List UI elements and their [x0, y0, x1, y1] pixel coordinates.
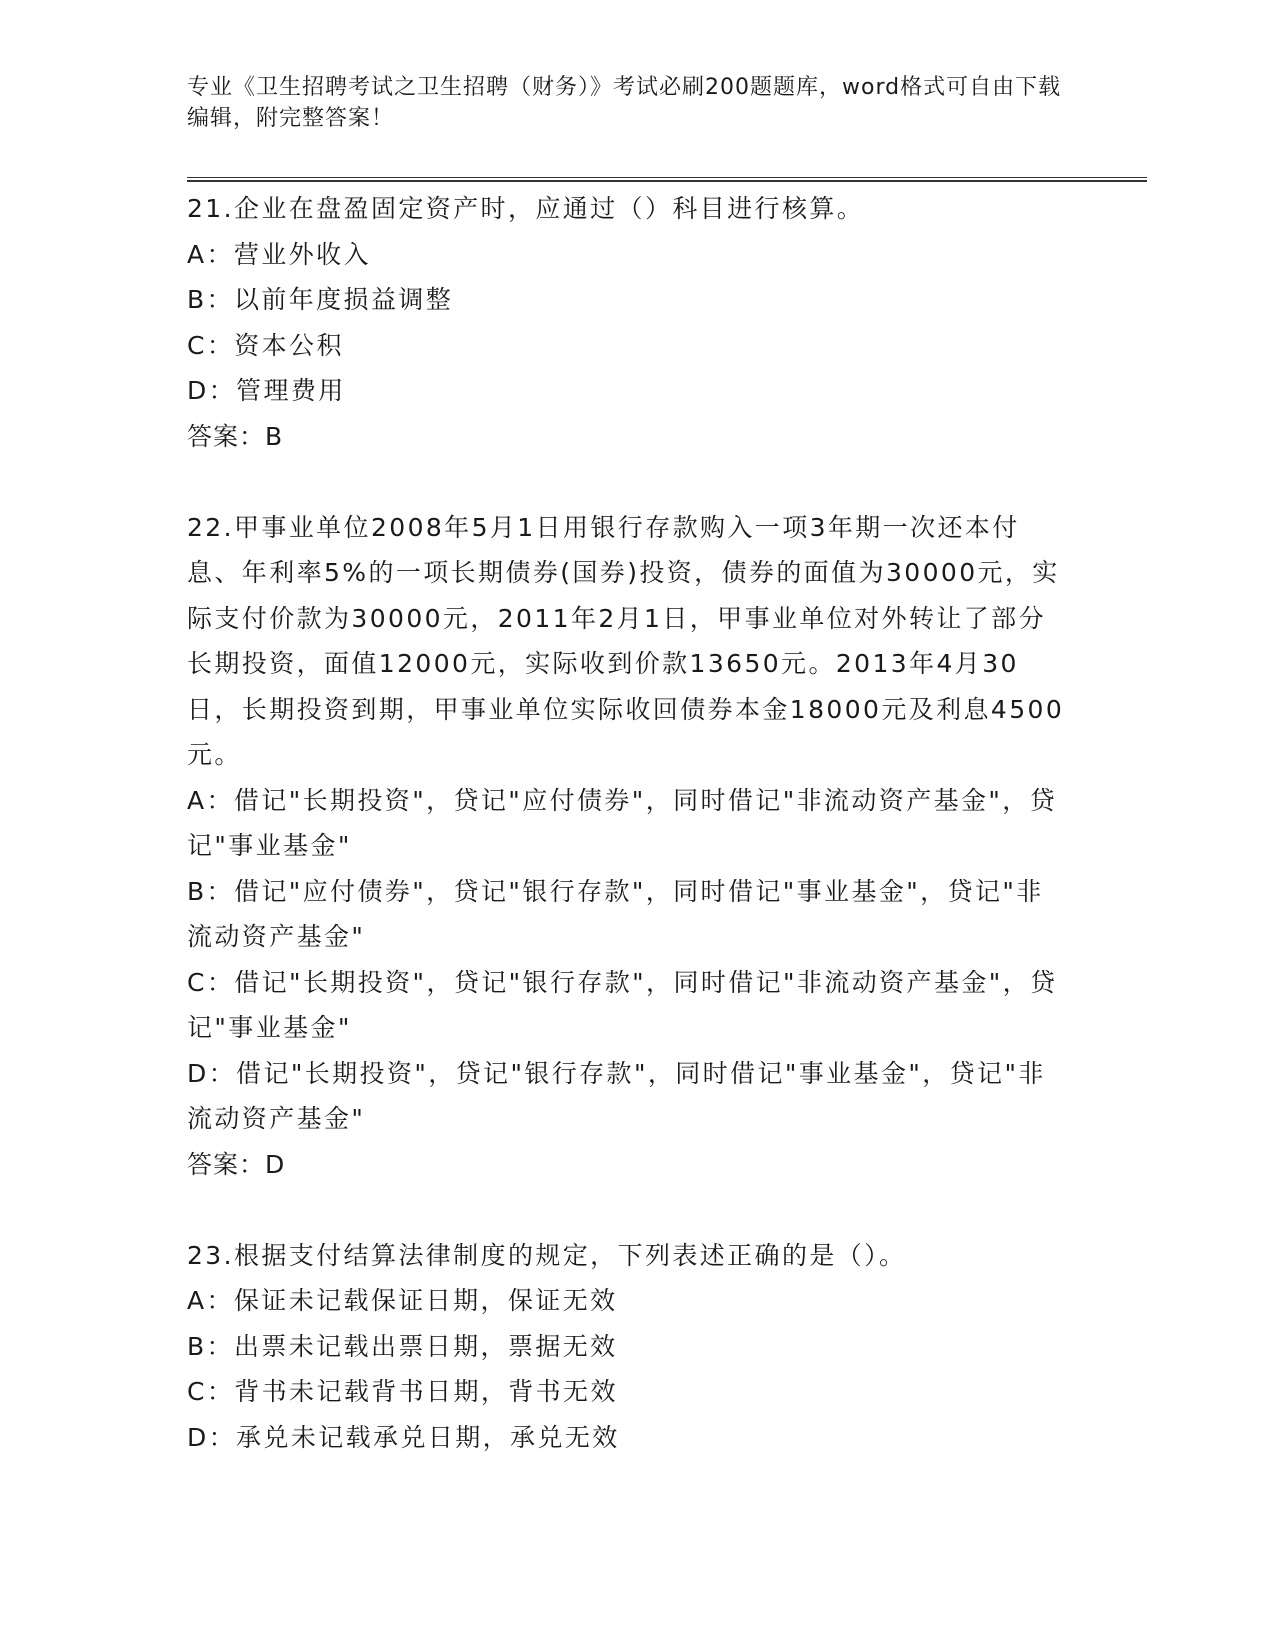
header-divider — [187, 177, 1147, 182]
option-d: D：借记"长期投资"，贷记"银行存款"，同时借记"事业基金"，贷记"非流动资产基金" — [187, 1058, 1046, 1133]
spacer — [187, 1187, 1067, 1233]
option-d: D：承兑未记载承兑日期，承兑无效 — [187, 1422, 620, 1452]
option-c: C：资本公积 — [187, 330, 344, 360]
question-stem: 22.甲事业单位2008年5月1日用银行存款购入一项3年期一次还本付息、年利率5%的一项长期债券(国券)投资，债券的面值为30000元，实际支付价款为30000元，2011年2月1日，甲事业单位对外转让了部分长期投资，面值12000元，实际收到价款13650元。2013年4月30日，长期投资到期，甲事业单位实际收回债券本金18000元及利息4500元。 — [187, 512, 1065, 769]
option-c: C：背书未记载背书日期，背书无效 — [187, 1377, 618, 1406]
option-a: A：保证未记载保证日期，保证无效 — [187, 1286, 618, 1315]
option-b: B：借记"应付债券"，贷记"银行存款"，同时借记"事业基金"，贷记"非流动资产基金" — [187, 876, 1044, 951]
option-c: C：借记"长期投资"，贷记"银行存款"，同时借记"非流动资产基金"，贷记"事业基金" — [187, 967, 1058, 1042]
option-a: A：营业外收入 — [187, 239, 371, 269]
question-22 — [187, 505, 1067, 1188]
question-23 — [187, 1233, 1067, 1461]
option-a: A：借记"长期投资"，贷记"应付债券"，同时借记"非流动资产基金"，贷记"事业基金" — [187, 785, 1058, 860]
question-stem: 23.根据支付结算法律制度的规定，下列表述正确的是（）。 — [187, 1240, 907, 1270]
question-list — [187, 186, 1067, 1460]
option-b: B：以前年度损益调整 — [187, 285, 454, 314]
spacer — [187, 459, 1067, 505]
option-b: B：出票未记载出票日期，票据无效 — [187, 1331, 618, 1361]
question-stem: 21.企业在盘盈固定资产时，应通过（）科目进行核算。 — [187, 194, 865, 223]
option-d: D：管理费用 — [187, 376, 346, 405]
question-21 — [187, 186, 1067, 459]
answer-line: 答案：D — [187, 1149, 286, 1179]
answer-line: 答案：B — [187, 421, 284, 451]
page-header: 专业《卫生招聘考试之卫生招聘（财务）》考试必刷200题题库，word格式可自由下载编辑，附完整答案！ — [187, 75, 1062, 131]
